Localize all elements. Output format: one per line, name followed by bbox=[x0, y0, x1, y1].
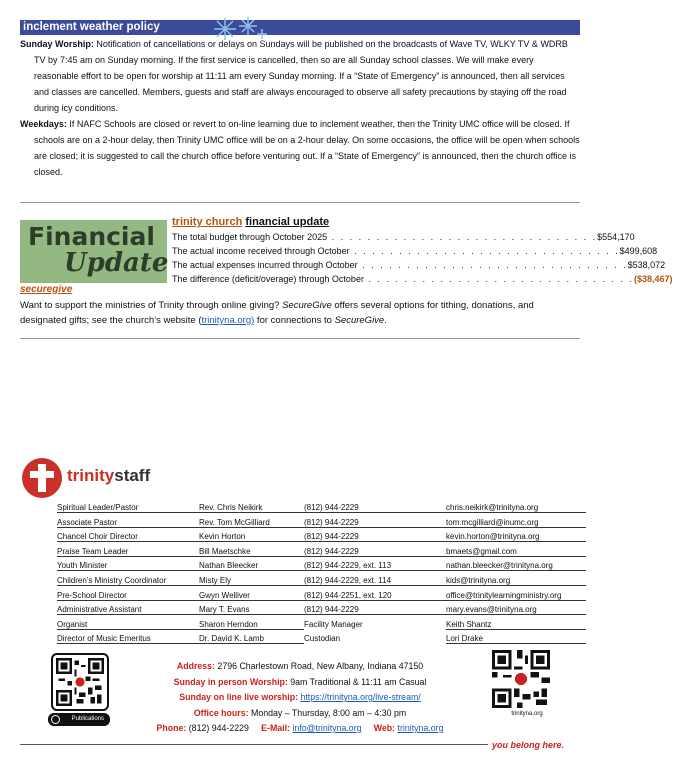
staff-email[interactable]: kids@trinityna.org bbox=[446, 574, 586, 586]
staff-row bbox=[57, 632, 587, 647]
finance-row bbox=[172, 258, 666, 272]
staff-role: Administrative Assistant bbox=[57, 603, 199, 615]
securegive-title: securegive bbox=[20, 284, 73, 295]
staff-role: Pre-School Director bbox=[57, 589, 199, 601]
finance-row-amount: $554,170 bbox=[597, 232, 635, 242]
weather-title: inclement weather policy bbox=[23, 21, 160, 33]
qr-caption: trinityna.org bbox=[511, 711, 543, 717]
finance-row-amount: ($38,467) bbox=[633, 274, 673, 284]
finance-row-amount: $538,072 bbox=[627, 260, 666, 270]
staff-name: Lori Drake bbox=[446, 632, 586, 644]
badge-word-update: Update bbox=[64, 248, 169, 278]
staff-role: Spiritual Leader/Pastor bbox=[57, 501, 199, 513]
staff-role: Custodian bbox=[304, 634, 341, 644]
worship-line bbox=[120, 675, 480, 691]
staff-email[interactable]: chris.neikirk@trinityna.org bbox=[446, 501, 586, 513]
contact-block bbox=[120, 659, 480, 737]
weather-header-bar bbox=[20, 20, 580, 35]
staff-phone: (812) 944-2229, ext. 114 bbox=[304, 574, 446, 586]
tagline: you belong here. bbox=[492, 740, 565, 750]
staff-row bbox=[57, 545, 587, 560]
cross-logo-icon bbox=[22, 458, 62, 498]
staff-phone: (812) 944-2229 bbox=[304, 603, 446, 615]
divider bbox=[20, 338, 580, 339]
live-line bbox=[120, 690, 480, 706]
address-label: Address: bbox=[176, 661, 215, 671]
finance-row bbox=[172, 244, 658, 258]
email-link[interactable]: info@trinityna.org bbox=[292, 723, 362, 733]
phone-value: (812) 944-2229 bbox=[186, 723, 249, 733]
staff-row bbox=[57, 589, 587, 604]
staff-role: Organist bbox=[57, 618, 199, 630]
staff-email[interactable]: bmaets@gmail.com bbox=[446, 545, 586, 557]
staff-row bbox=[57, 559, 587, 574]
hours-line bbox=[120, 706, 480, 722]
staff-phone: (812) 944-2229, ext. 113 bbox=[304, 559, 446, 571]
staff-phone: (812) 944-2229 bbox=[304, 516, 446, 528]
leader-dots: . . . . . . . . . . . . . . . . . . . . . . . . . . . . . . bbox=[349, 246, 620, 256]
leader-dots: . . . . . . . . . . . . . . . . . . . . . . . . . . . . . . bbox=[363, 274, 634, 284]
staff-name: Sharon Herndon bbox=[199, 618, 304, 630]
leader-dots: . . . . . . . . . . . . . . . . . . . . . . . . . . . . . . bbox=[327, 232, 598, 242]
staff-name: Nathan Bleecker bbox=[199, 559, 304, 571]
badge-word-financial: Financial bbox=[28, 222, 155, 251]
securegive-text bbox=[20, 298, 580, 328]
staff-role: Chancel Choir Director bbox=[57, 530, 199, 542]
sg-brand: SecureGive bbox=[282, 300, 332, 311]
weekday-policy bbox=[20, 116, 580, 180]
address-value: 2796 Charlestown Road, New Albany, Indiana 47150 bbox=[214, 661, 424, 671]
staff-name: Misty Ely bbox=[199, 574, 304, 586]
staff-email[interactable]: office@trinitylearningministry.org bbox=[446, 589, 586, 601]
staff-name: Rev. Chris Neikirk bbox=[199, 501, 304, 513]
finance-row bbox=[172, 272, 673, 286]
staff-name: Dr. David K. Lamb bbox=[199, 632, 304, 644]
staff-role: Praise Team Leader bbox=[57, 545, 199, 557]
weekday-label: Weekdays: bbox=[20, 119, 67, 129]
divider bbox=[20, 202, 580, 203]
staff-phone: (812) 944-2229 bbox=[304, 545, 446, 557]
staff-row bbox=[57, 574, 587, 589]
snowflake-icon bbox=[210, 14, 270, 44]
staff-row bbox=[57, 530, 587, 545]
qr-code-icon[interactable] bbox=[492, 650, 550, 708]
staff-name: Kevin Horton bbox=[199, 530, 304, 542]
publications-button[interactable] bbox=[48, 713, 110, 726]
finance-row-label: The actual income received through October bbox=[172, 246, 350, 256]
finance-heading bbox=[172, 216, 329, 228]
finance-heading-accent: trinity church bbox=[172, 216, 243, 228]
staff-name: Keith Shantz bbox=[446, 618, 586, 630]
weather-policy-text bbox=[20, 36, 580, 180]
staff-directory bbox=[57, 501, 587, 647]
staff-row bbox=[57, 516, 587, 531]
hours-label: Office hours: bbox=[193, 707, 249, 718]
sunday-policy bbox=[20, 36, 580, 116]
live-label: Sunday on line live worship: bbox=[179, 692, 299, 702]
staff-role: Children’s Ministry Coordinator bbox=[57, 574, 199, 586]
hours-value: Monday – Thursday, 8:00 am – 4:30 pm bbox=[248, 707, 407, 718]
live-stream-link[interactable]: https://trinityna.org/live-stream/ bbox=[300, 692, 421, 702]
staff-row bbox=[57, 603, 587, 618]
staff-email[interactable]: nathan.bleecker@trinityna.org bbox=[446, 559, 586, 571]
web-label: Web: bbox=[373, 723, 396, 733]
staff-role: Director of Music Emeritus bbox=[57, 632, 199, 644]
sg-text-b: offers several options for tithing, donations, and designated gifts; see the church’s website ( bbox=[20, 300, 534, 326]
staff-name: Bill Maetschke bbox=[199, 545, 304, 557]
sunday-text: Notification of cancellations or delays on Sundays will be published on the broadcasts of Wave TV, WLKY TV & WDRB TV by 7:45 am on Sunday morning. If the first service is cancelled, then so are all Sunday school classes. We will make every reasonable effort to be open for worship at 11:11 am every Sunday morning. If a “State of Emergency” is announced, then all services and classes are cancelled. Members, guests and staff are always encouraged to observe all safety precautions by staying off the road during icy conditions. bbox=[34, 39, 568, 113]
staff-role: Associate Pastor bbox=[57, 516, 199, 528]
staff-row bbox=[57, 618, 587, 633]
sunday-label: Sunday Worship: bbox=[20, 39, 94, 49]
weekday-text: If NAFC Schools are closed or revert to on-line learning due to inclement weather, then the Trinity UMC office will be closed. If schools are on a 2-hour delay, then Trinity UMC office will be on a 2-hour delay. On some occasions, the office will be open when schools are closed; it is suggested to call the church office before venturing out. If a “State of Emergency” is announced, then the church office is closed. bbox=[34, 119, 580, 177]
sg-text-d: . bbox=[384, 315, 387, 326]
trinity-staff-logo bbox=[22, 458, 162, 500]
address-line bbox=[120, 659, 480, 675]
staff-name: Rev. Tom McGilliard bbox=[199, 516, 304, 528]
finance-row-label: The difference (deficit/overage) through October bbox=[172, 274, 364, 284]
staff-phone: (812) 944-2229 bbox=[304, 501, 446, 513]
staff-row bbox=[57, 501, 587, 516]
qr-code-icon[interactable] bbox=[51, 653, 109, 711]
leader-dots: . . . . . . . . . . . . . . . . . . . . . . . . . . . . . . bbox=[357, 260, 628, 270]
financial-update-badge bbox=[20, 220, 167, 283]
worship-value: 9am Traditional & 11:11 am Casual bbox=[287, 676, 427, 687]
staff-name: Gwyn Welliver bbox=[199, 589, 304, 601]
staff-phone: (812) 944-2229 bbox=[304, 530, 446, 542]
staff-email[interactable]: kevin.horton@trinityna.org bbox=[446, 530, 586, 542]
worship-label: Sunday in person Worship: bbox=[173, 676, 288, 687]
logo-word-trinity: trinity bbox=[67, 466, 115, 485]
staff-role: Youth Minister bbox=[57, 559, 199, 571]
staff-name: Mary T. Evans bbox=[199, 603, 304, 615]
finance-heading-plain: financial update bbox=[245, 216, 330, 228]
website-link[interactable]: trinityna.org) bbox=[201, 315, 255, 326]
finance-row bbox=[172, 230, 635, 244]
web-link[interactable]: trinityna.org bbox=[397, 723, 444, 733]
finance-row-label: The total budget through October 2025 bbox=[172, 232, 328, 242]
sg-text-c: for connections to bbox=[254, 315, 335, 326]
email-label: E-Mail: bbox=[261, 723, 290, 733]
finance-row-amount: $499,608 bbox=[619, 246, 658, 256]
contact-line bbox=[120, 721, 480, 737]
sg-brand: SecureGive bbox=[334, 315, 385, 326]
finance-row-label: The actual expenses incurred through October bbox=[172, 260, 358, 270]
staff-role: Facility Manager bbox=[304, 619, 363, 629]
staff-phone: (812) 944-2251, ext. 120 bbox=[304, 589, 446, 601]
footer-divider bbox=[20, 744, 488, 745]
weather-section bbox=[20, 20, 580, 180]
finance-table bbox=[172, 230, 673, 286]
publications-label: Publications bbox=[71, 716, 104, 722]
phone-label: Phone: bbox=[156, 723, 187, 733]
sg-text-a: Want to support the ministries of Trinity through online giving? bbox=[20, 300, 283, 311]
logo-word-staff: staff bbox=[114, 466, 151, 485]
staff-email[interactable]: mary.evans@trinityna.org bbox=[446, 603, 586, 615]
staff-email[interactable]: tom.mcgilliard@inumc.org bbox=[446, 516, 586, 528]
publications-icon bbox=[51, 715, 60, 724]
